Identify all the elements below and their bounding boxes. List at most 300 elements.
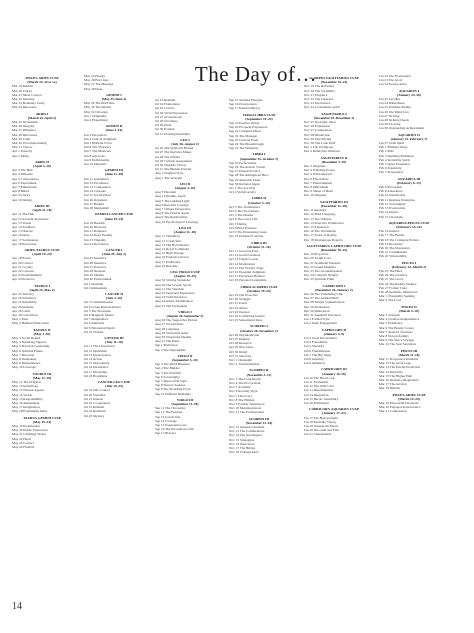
day-entry: Jul 13 Perseverance [84, 352, 111, 357]
zodiac-section [379, 74, 439, 87]
day-entry: Oct 11 Gracious Ease [229, 248, 259, 253]
day-entry: Jul 26 Vivid Expression [155, 110, 188, 115]
zodiac-section [304, 112, 364, 154]
day-entry: Feb 13 Exploration [379, 206, 406, 211]
day-entry: May 6 Spiritual Future [12, 348, 43, 353]
section-date-range: (March 19–24) [398, 396, 420, 401]
day-entry: May 28 Ideas [84, 86, 103, 91]
zodiac-section [229, 113, 289, 151]
day-entry: Feb 18 The Complete Picture [379, 237, 419, 242]
day-entry: Mar 20 Clarity [12, 88, 33, 93]
day-entry: May 3 Social Realist [12, 335, 41, 340]
day-entry: May 9 Independence [12, 361, 41, 366]
day-entry: Feb 3 Dazzling Brilliance [379, 153, 414, 158]
day-entry: Dec 12 Bold Language [304, 212, 336, 217]
day-entry: Aug 30 Structured Idealist [155, 334, 191, 339]
day-entry: Mar 2 The Lord [379, 298, 401, 303]
day-entry: Mar 12 The Great Leap [379, 361, 411, 366]
day-entry: Sep 10 Difficult Demands [155, 391, 191, 396]
zodiac-section [155, 310, 215, 352]
day-entry: Jul 20 Steadfast [84, 392, 106, 397]
day-entry: Jun 13 Compassion [84, 185, 111, 190]
day-entry: Dec 28 Simple Sophistication [304, 300, 345, 305]
day-entry: Dec 20 Tough Love [304, 256, 331, 261]
day-entry: Jul 31 Exciting Instability [155, 131, 191, 136]
day-entry: Apr 29 Calm [12, 308, 30, 313]
section-date-range: (January 31–February 7) [390, 136, 428, 141]
day-entry: Jun 17 Builder [84, 201, 104, 206]
day-entry: Mar 21 Sheer Control [12, 92, 42, 97]
day-entry: Oct 23 Tension [229, 309, 250, 314]
day-entry: Sep 21 Complete Heart [229, 129, 261, 134]
day-entry: Aug 13 The Bold Mentor [155, 242, 190, 247]
day-entry: Feb 17 The Battler [379, 233, 405, 238]
day-entry: Mar 8 Nonconformity [379, 333, 409, 338]
day-entry: Jan 1 Formal Style [304, 317, 330, 322]
day-entry: Oct 12 Grand Gestures [229, 253, 261, 258]
day-entry: Oct 13 Tough Cookie [229, 257, 259, 262]
day-entry: Sep 4 The Builder [155, 366, 180, 371]
section-header: ARIES I [35, 111, 49, 116]
section-date-range: (August 26–September 2) [166, 313, 204, 318]
day-entry: Mar 9 The Space Voyager [379, 338, 415, 343]
day-entry: Apr 14 Tradition [12, 224, 35, 229]
day-entry: Oct 7 Daring [229, 221, 247, 226]
day-entry: Oct 24 Conflicting Karma [229, 313, 265, 318]
day-entry: Mar 27 Diligence [12, 128, 36, 133]
day-entry: Sep 29 Amicable Ideas [229, 177, 261, 182]
day-entry: Jan 29 Glowing [379, 122, 401, 127]
day-entry: Jan 28 Striking Deeds [379, 118, 409, 123]
day-entry: Dec 19 Projection [304, 252, 329, 257]
zodiac-section [84, 248, 144, 290]
day-entry: Aug 6 Resolute Courage [155, 202, 189, 207]
zodiac-section [84, 74, 144, 91]
section-date-range: (June 25–July 2) [102, 252, 126, 257]
day-entry: Dec 7 Entertainment [304, 180, 333, 185]
day-entry: Mar 5 Ebullience [379, 321, 403, 326]
day-entry: Nov 21 Elegance [304, 92, 328, 97]
day-entry: Jul 4 Group Representative [84, 304, 122, 309]
day-entry: Aug 25 The Unabashed [155, 303, 188, 308]
zodiac-section [12, 204, 72, 246]
day-entry: Jun 11 Adventurer [84, 176, 109, 181]
section-header: TAURUS III [32, 371, 52, 376]
day-entry: Jul 14 Action [84, 357, 103, 361]
day-entry: Sep 30 Rational Agent [229, 181, 260, 186]
day-entry: Jan 18 Eternally Young [304, 419, 336, 424]
day-entry: Jan 23 The Glory [379, 78, 403, 83]
zodiac-section [12, 328, 72, 370]
day-entry: Apr 28 Industry [12, 304, 34, 309]
day-entry: Dec 25 Spiritual Faith [304, 277, 335, 282]
day-entry: Dec 31 Aesthetic Precision [304, 312, 341, 317]
section-header: AQUARIUS-PISCES CUSP [388, 220, 430, 225]
day-entry: Aug 26 The Supportive Partner [155, 318, 198, 323]
section-date-range: (March 25–April 2) [27, 115, 57, 120]
zodiac-section [379, 221, 439, 259]
day-entry: May 16 Amusement [12, 401, 40, 406]
day-entry: Dec 30 Dedication [304, 308, 330, 313]
day-entry: Dec 26 The Unbending Chip [304, 291, 344, 296]
section-header: ARIES II [35, 159, 49, 164]
section-header: SAGITTARIUS-CAPRICORN CUSP [306, 243, 362, 248]
day-entry: Aug 16 Explosive Power [155, 255, 189, 260]
day-entry: Nov 9 Earthly Temptation [229, 402, 265, 407]
day-entry: Jul 2 Refinement [84, 285, 108, 290]
day-entry: Dec 14 Selective Withdrawal [304, 220, 344, 225]
day-entry: Sep 25 Perfectionist [229, 160, 257, 165]
column-3 [155, 98, 215, 436]
day-entry: Feb 6 Popularity [379, 166, 402, 171]
day-entry: Oct 27 Impulse [229, 336, 250, 341]
zodiac-section [84, 212, 144, 246]
section-header: VIRGO II [177, 353, 193, 358]
day-entry: Jun 1 Originality [84, 113, 107, 118]
day-entry: Sep 23 Curious Form [229, 137, 259, 142]
day-entry: Nov 2 Transformation [229, 362, 260, 367]
day-entry: May 22 Heart [12, 436, 31, 441]
day-entry: Aug 20 The Cryptic Secret [155, 282, 192, 287]
section-date-range: (April 19–24) [32, 252, 52, 257]
day-entry: Mar 25 Dynamism [12, 120, 38, 125]
section-date-range: (September 25–October 2) [239, 156, 279, 161]
day-entry: Dec 21 Dominant Pleasure [304, 260, 341, 265]
day-entry: Jun 24 Revelation [84, 241, 109, 246]
day-entry: Jan 3 Total Involvement [304, 335, 337, 340]
day-entry: Apr 23 Establishment [12, 273, 42, 278]
day-entry: Feb 9 Abundance [379, 189, 403, 194]
day-entry: Jun 27 Protector [84, 264, 107, 269]
day-entry: Oct 30 Detail [229, 349, 248, 354]
day-entry: Apr 17 Seriousness [12, 237, 39, 242]
day-entry: Dec 24 Complex Natures [304, 273, 339, 278]
day-entry: Jul 19 Self-Control [84, 388, 110, 393]
section-date-range: (September 11–18) [171, 402, 199, 407]
day-entry: Jun 7 The Musician [84, 149, 111, 154]
zodiac-section [12, 372, 72, 414]
section-header: SCORPIO I [250, 324, 268, 329]
day-entry: Apr 18 Protection [12, 241, 37, 246]
section-date-range: (March 3–10) [399, 308, 419, 313]
day-entry: Dec 2 Reflective Observer [304, 149, 341, 154]
day-entry: Jul 25 Control [155, 106, 175, 111]
day-entry: Mar 19 Rebirth [12, 84, 33, 89]
day-entry: Nov 12 Sensual Charisma [229, 425, 265, 430]
day-entry: Jan 16 Fulfillment [304, 401, 329, 406]
day-entry: Mar 4 Creative Independence [379, 317, 420, 322]
day-entry: Jan 30 Outstanding Achievement [379, 126, 424, 131]
day-entry: Jun 9 Individualist [84, 157, 110, 162]
section-date-range: (June 3–10) [105, 128, 123, 133]
day-entry: Sep 2 The Dependable [155, 347, 186, 352]
section-date-range: (January 10–16) [322, 371, 346, 376]
section-date-range: (August 19–25) [174, 274, 196, 279]
zodiac-section [155, 270, 215, 308]
day-entry: Sep 7 Impeccable Style [155, 379, 187, 383]
column-2 [84, 74, 144, 418]
day-entry: Jan 19 Outside the Norm [304, 424, 338, 429]
day-entry: Feb 20 The Impressive [379, 245, 411, 250]
day-entry: Aug 2 The Versatile [155, 175, 183, 180]
section-date-range: (July 3–10) [105, 296, 123, 301]
zodiac-section [84, 380, 144, 418]
day-entry: Apr 7 Enthusiasm [12, 185, 37, 190]
day-entry: Dec 1 The Irreligious [304, 145, 334, 150]
day-entry: Apr 2 Ideals [12, 153, 29, 158]
day-entry: Apr 27 Reliability [12, 300, 37, 305]
day-entry: Aug 12 Conviction [155, 238, 181, 243]
section-header: LIBRA I [252, 152, 266, 157]
day-entry: Oct 16 Essential Judgment [229, 269, 266, 274]
day-entry: Aug 3 Heroism [155, 190, 176, 195]
day-entry: Mar 10 The Soul Searchers [379, 342, 417, 347]
section-date-range: (July 11–18) [105, 340, 123, 345]
zodiac-section [155, 226, 215, 268]
zodiac-section [229, 98, 289, 111]
day-entry: Oct 25 Sensational Ideas [229, 318, 263, 323]
section-header: CANCER-LEO CUSP [97, 380, 131, 385]
day-entry: May 17 Imagination [12, 405, 40, 410]
section-date-range: (April 3–10) [33, 164, 51, 169]
zodiac-section [379, 349, 439, 391]
day-entry: Dec 23 The Groundbreakers [304, 268, 343, 273]
day-entry: Jul 7 Imagination [84, 317, 108, 322]
day-entry: Dec 11 Intensity [304, 208, 327, 213]
section-date-range: (October 11–18) [247, 244, 271, 249]
section-header: CAPRICORN I [322, 283, 346, 288]
day-entry: Feb 21 Commitment [379, 250, 408, 255]
day-entry: May 23 Contact [12, 440, 34, 445]
day-entry: Sep 1 Perfection [155, 343, 178, 348]
day-entry: Apr 26 Substance [12, 296, 37, 301]
day-entry: Dec 29 Persistence [304, 304, 330, 309]
day-entry: Nov 8 The Hidden [229, 397, 255, 402]
day-entry: Nov 24 Contentious Spirit [304, 105, 340, 110]
day-entry: Nov 3 The Long Reach [229, 376, 261, 381]
day-entry: Dec 17 Sense of Reality [304, 233, 337, 238]
day-entry: Aug 18 Resolute [155, 263, 178, 268]
section-header: AQUARIUS I [398, 88, 420, 93]
section-date-range: (February 23–March 2) [391, 264, 427, 269]
day-entry: Nov 18 Transgression [229, 450, 259, 455]
day-entry: Mar 20 Engaged Perseverance [379, 405, 421, 410]
day-entry: Jul 21 Interest [84, 396, 104, 401]
day-entry: Jun 26 Intensive [84, 260, 107, 265]
day-entry: May 18 Established Ideas [12, 409, 47, 414]
day-entry: Oct 8 Bold Presence [229, 225, 257, 230]
day-entry: Jun 25 Sensitive [84, 256, 107, 261]
section-date-range: (March 19–24 or so) [27, 80, 57, 85]
zodiac-section [229, 241, 289, 283]
section-header: LIBRA II [251, 196, 267, 201]
day-entry: Feb 22 Vulnerability [379, 254, 407, 259]
day-entry: May 1 Ease [12, 317, 29, 322]
zodiac-section [379, 393, 439, 414]
day-entry: Sep 6 Sovereignty [155, 374, 180, 379]
day-entry: Dec 22 Grand Enigmas [304, 264, 336, 269]
zodiac-section [12, 76, 72, 110]
day-entry: Jul 18 Boundless [84, 373, 108, 378]
day-entry: Oct 4 The Storytellers [229, 209, 259, 214]
section-date-range: (July 26–August 2) [171, 142, 199, 147]
day-entry: Apr 1 Tenacity [12, 149, 33, 154]
zodiac-section [229, 152, 289, 194]
day-entry: Sep 13 Conviction [155, 414, 181, 419]
day-entry: Aug 8 The Double Agent [155, 211, 190, 216]
day-entry: Mar 16 Realistic Imagination [379, 378, 419, 383]
zodiac-section [84, 168, 144, 210]
section-header: VIRGO I [178, 309, 192, 314]
day-entry: Jul 25 Mystery [84, 413, 105, 418]
section-date-range: (January 23–30) [397, 92, 421, 97]
column-5 [304, 74, 364, 437]
day-entry: Nov 1 Onslaught [229, 357, 253, 362]
section-header: SCORPIO III [248, 416, 270, 421]
day-entry: Feb 26 The Reality Seekers [379, 281, 417, 286]
section-date-range: (October 19–25) [247, 288, 271, 293]
day-entry: Feb 7 Progressive [379, 170, 404, 175]
day-entry: Aug 19 Stirring Surrender [155, 278, 191, 283]
day-entry: Jul 17 Discipline [84, 369, 107, 374]
section-header: CANCER III [104, 335, 124, 340]
day-entry: Feb 19 Receptive [379, 241, 403, 246]
day-entry: Apr 24 Protector [12, 277, 35, 282]
day-entry: Jun 15 Social Heart [84, 193, 111, 198]
zodiac-section [84, 124, 144, 166]
day-entry: Mar 3 Tranquil [379, 312, 400, 317]
day-entry: Jan 24 Escape Artist [379, 82, 407, 87]
day-entry: Dec 15 Expansion [304, 224, 329, 229]
zodiac-section [84, 292, 144, 334]
day-entry: Apr 22 Concern [12, 268, 34, 273]
day-entry: May 8 Outspoken [12, 357, 37, 361]
day-entry: Mar 28 Directness [12, 132, 38, 137]
day-entry: Feb 25 The Good [379, 277, 403, 282]
day-entry: Feb 10 Satisfaction [379, 193, 406, 198]
day-entry: Jan 24 Naturalness [379, 101, 405, 106]
zodiac-section [229, 417, 289, 455]
day-entry: May 2 Human Observation [12, 321, 50, 326]
day-entry: Feb 15 Oversight [379, 214, 403, 219]
section-header: CANCER II [105, 291, 123, 296]
zodiac-section [304, 76, 364, 110]
day-entry: Feb 14 Impact [379, 210, 399, 215]
day-entry: Jul 12 Optimism [84, 348, 107, 353]
day-entry: Oct 2 Verbal Acuity [229, 190, 256, 195]
day-entry: Jul 24 Exuberance [155, 102, 181, 107]
zodiac-section [155, 182, 215, 224]
day-entry: Jul 31 The Human Portrait [155, 167, 192, 172]
day-entry: Jun 6 The Visionary [84, 145, 112, 150]
day-entry: Apr 16 Ideas [12, 233, 30, 238]
zodiac-section [12, 284, 72, 326]
zodiac-section [304, 244, 364, 282]
day-entry: Sep 14 Courage [155, 418, 177, 423]
zodiac-section [12, 112, 72, 158]
day-entry: Jul 16 Persistence [84, 365, 109, 370]
day-entry: Nov 17 The Bridge [229, 446, 256, 451]
zodiac-section [304, 407, 364, 436]
day-entry: Aug 9 The Relationship [155, 215, 188, 220]
day-entry: Jul 23 Realism [84, 405, 105, 410]
day-entry: May 14 Vision [12, 392, 33, 397]
day-entry: Jun 14 Crusader [84, 189, 107, 194]
day-entry: Jun 20 Diversity [84, 224, 107, 229]
day-entry: Sep 3 The Mold Breakers [155, 362, 190, 367]
day-entry: Sep 25 The Wanderer [229, 146, 259, 151]
section-header: TAURUS I [34, 283, 50, 288]
day-entry: Jan 21 Cheerleaders [304, 432, 332, 437]
day-entry: Sep 24 The Breakthrough [229, 142, 264, 147]
day-entry: Jul 11 The Unsolicited [84, 344, 115, 349]
day-entry: Jun 18 Magnetism [84, 206, 110, 211]
section-header: CAPRICORN-AQUARIUS CUSP [309, 407, 359, 412]
zodiac-section [304, 328, 364, 366]
day-entry: Nov 10 Metamorphosis [229, 406, 262, 411]
day-entry: Nov 27 Compassion [304, 128, 332, 133]
zodiac-section [379, 261, 439, 303]
day-entry: Jul 9 Emotional Depth [84, 325, 115, 330]
day-entry: May 21 Unfailing Vision [12, 432, 46, 437]
day-entry: Apr 20 Control [12, 260, 33, 265]
day-entry: Jan 31 Swift Spirit [379, 141, 405, 146]
column-4 [229, 98, 289, 454]
day-entry: May 15 Responsibility [12, 396, 43, 401]
section-date-range: (March 11–18) [398, 352, 420, 357]
zodiac-section [155, 354, 215, 396]
day-entry: Apr 9 Clarity [12, 193, 31, 198]
day-entry: Sep 15 Spirited Energies [229, 98, 263, 102]
day-entry: Mar 1 Tranquility Seeking [379, 294, 415, 299]
day-entry: Oct 15 The World's Stage [229, 265, 264, 270]
day-entry: Aug 28 Language [155, 326, 180, 331]
zodiac-section [379, 177, 439, 219]
day-entry: Apr 10 Daring [12, 197, 32, 202]
day-entry: Aug 24 Astute Examination [155, 299, 193, 304]
day-entry: Apr 25 Tenacity [12, 291, 34, 296]
zodiac-section [229, 196, 289, 238]
day-entry: Feb 28 Aesthetic Immersion [379, 289, 418, 294]
day-entry: Jun 30 Environment [84, 277, 112, 282]
section-date-range: (December 19–25) [320, 247, 348, 252]
day-entry: Oct 10 Prudent Economy [229, 234, 264, 239]
day-entry: Apr 12 Societal Awareness [12, 216, 49, 221]
section-header: CAPRICORN III [321, 367, 347, 372]
section-header: VIRGO-LIBRA CUSP [242, 112, 276, 117]
section-header: PISCES I [401, 260, 417, 265]
day-entry: May 31 Devotion [84, 109, 108, 114]
day-entry: Jan 20 Decorum and Flair [304, 428, 340, 433]
day-entry: Sep 26 The Artistic Savant [229, 165, 266, 170]
day-entry: Nov 25 Nostalgic Ideal [304, 120, 336, 125]
day-entry: Jul 22 Cooperation [84, 401, 110, 406]
day-entry: Feb 4 Invincible Spirit [379, 157, 410, 162]
section-date-range: (September 19–24) [245, 116, 273, 121]
day-entry: Sep 12 The Fearless [155, 410, 183, 415]
day-entry: Sep 17 Internal Heresy [229, 106, 261, 111]
section-header: PISCES III [400, 348, 418, 353]
zodiac-section [379, 133, 439, 175]
day-entry: Mar 18 Rebirth [379, 386, 400, 391]
section-header: CAPRICORN II [321, 327, 347, 332]
day-entry: Oct 28 Research [229, 341, 252, 346]
day-entry: Feb 5 Quiet Eloquence [379, 162, 411, 167]
day-entry: Jul 27 Occupational [155, 114, 183, 119]
day-entry: Oct 6 The Good Life [229, 217, 258, 222]
day-entry: Jun 5 Brilliant Force [84, 141, 112, 146]
day-entry: Jun 4 Critical Judgment [84, 136, 117, 141]
